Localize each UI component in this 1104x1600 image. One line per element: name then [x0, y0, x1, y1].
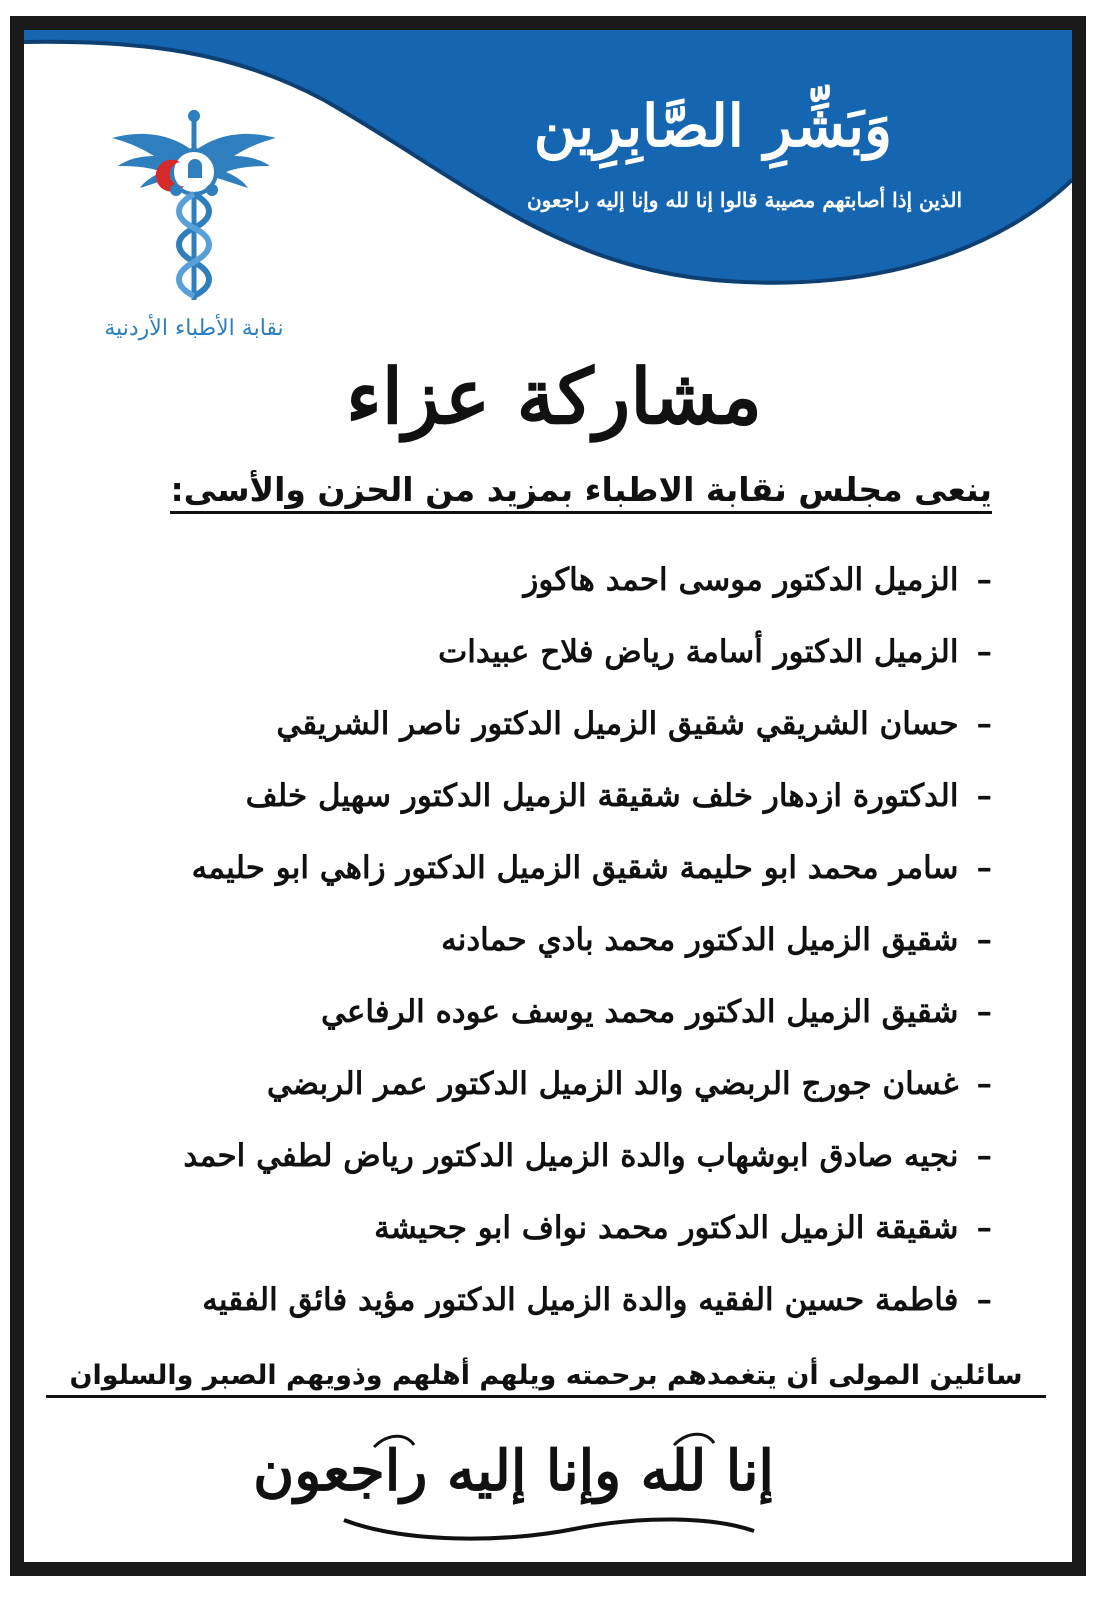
list-item — [112, 1198, 992, 1270]
dash-marker: – — [976, 1210, 992, 1246]
list-item-text: فاطمة حسين الفقيه والدة الزميل الدكتور مؤيد فائق الفقيه — [202, 1282, 959, 1318]
dash-marker: – — [976, 994, 992, 1030]
obituary-frame — [10, 16, 1086, 1576]
banner-subverse: الذين إذا أصابتهم مصيبة قالوا إنا لله وإنا إليه راجعون — [526, 188, 962, 212]
list-item-text: شقيقة الزميل الدكتور محمد نواف ابو جحيشة — [374, 1210, 959, 1246]
dash-marker: – — [976, 562, 992, 598]
page-title: مشاركة عزاء — [346, 352, 762, 441]
list-item — [112, 982, 992, 1054]
list-item-text: سامر محمد ابو حليمة شقيق الزميل الدكتور زاهي ابو حليمه — [191, 850, 959, 886]
list-item-text: حسان الشريقي شقيق الزميل الدكتور ناصر الشريقي — [276, 706, 959, 742]
list-item — [112, 1270, 992, 1342]
dash-marker: – — [976, 1282, 992, 1318]
list-item — [112, 838, 992, 910]
list-item-text: الزميل الدكتور أسامة رياض فلاح عبيدات — [438, 634, 959, 670]
list-item-text: الزميل الدكتور موسى احمد هاكوز — [523, 562, 959, 598]
dash-marker: – — [976, 634, 992, 670]
dash-marker: – — [976, 1138, 992, 1174]
intro-text: ينعى مجلس نقابة الاطباء بمزيد من الحزن والأسى: — [170, 470, 992, 514]
caduceus-icon — [104, 110, 284, 310]
list-item — [112, 550, 992, 622]
logo-text: نقابة الأطباء الأردنية — [104, 316, 284, 341]
list-item-text: شقيق الزميل الدكتور محمد بادي حمادنه — [441, 922, 959, 958]
banner-verse: وَبَشِّرِ الصَّابِرِين — [533, 92, 892, 160]
list-item — [112, 694, 992, 766]
dash-marker: – — [976, 706, 992, 742]
dash-marker: – — [976, 850, 992, 886]
dash-marker: – — [976, 922, 992, 958]
condolence-list — [112, 550, 992, 1342]
list-item — [112, 1126, 992, 1198]
list-item — [112, 910, 992, 982]
closing-calligraphy: إنا لله وإنا إليه راجعون — [253, 1438, 774, 1504]
list-item — [112, 1054, 992, 1126]
list-item-text: الدكتورة ازدهار خلف شقيقة الزميل الدكتور سهيل خلف — [245, 778, 959, 814]
list-item — [112, 622, 992, 694]
list-item — [112, 766, 992, 838]
list-item-text: نجيه صادق ابوشهاب والدة الزميل الدكتور رياض لطفي احمد — [183, 1138, 959, 1174]
dash-marker: – — [976, 1066, 992, 1102]
list-item-text: شقيق الزميل الدكتور محمد يوسف عوده الرفاعي — [321, 994, 959, 1030]
list-item-text: غسان جورج الربضي والد الزميل الدكتور عمر الربضي — [266, 1066, 959, 1102]
dash-marker: – — [976, 778, 992, 814]
prayer-text: سائلين المولى أن يتغمدهم برحمته ويلهم أهلهم وذويهم الصبر والسلوان — [46, 1360, 1046, 1398]
